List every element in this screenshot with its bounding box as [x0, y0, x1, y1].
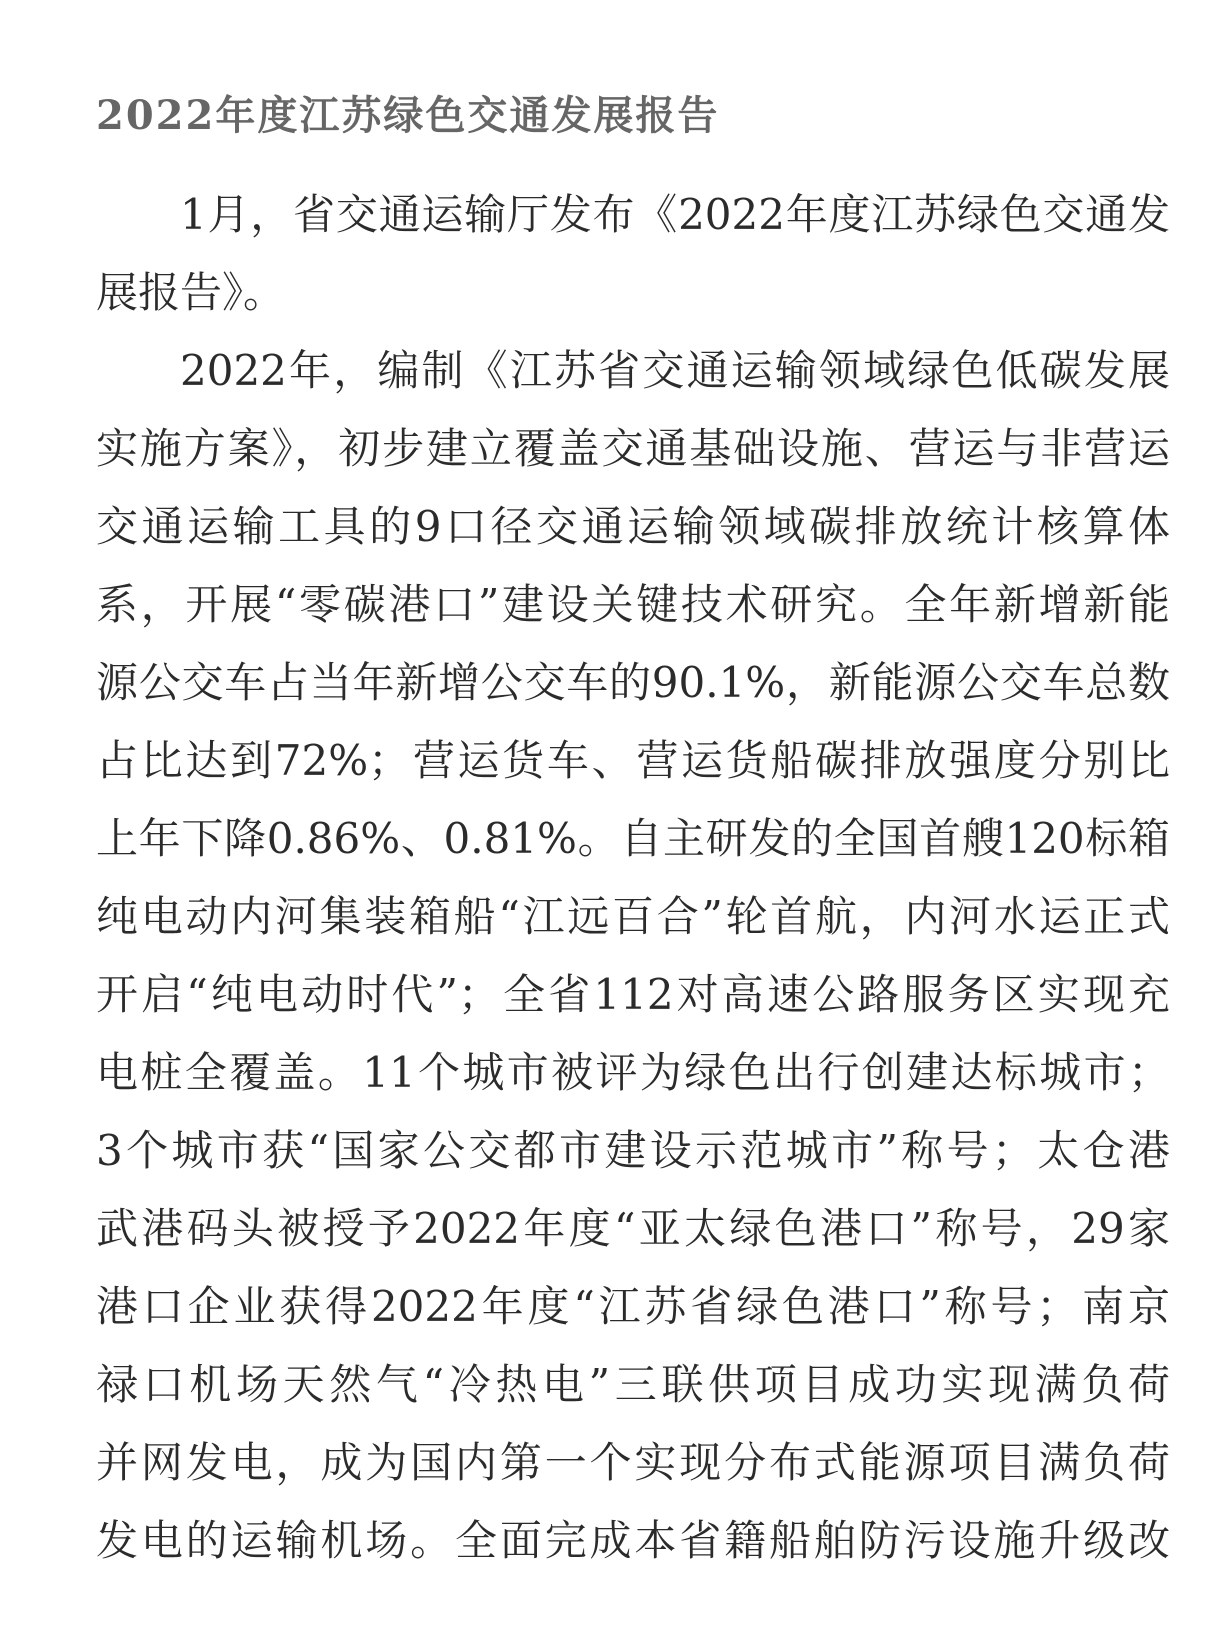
- text-line: 占比达到72%；营运货车、营运货船碳排放强度分别比: [96, 736, 1170, 785]
- text-line: 3个城市获“国家公交都市建设示范城市”称号；太仓港: [96, 1126, 1170, 1175]
- document-title: 2022年度江苏绿色交通发展报告: [96, 92, 720, 139]
- text-line: 港口企业获得2022年度“江苏省绿色港口”称号；南京: [96, 1282, 1170, 1331]
- text-line: 展报告》。: [96, 268, 286, 317]
- text-line: 系，开展“零碳港口”建设关键技术研究。全年新增新能: [96, 580, 1170, 629]
- text-line: 纯电动内河集装箱船“江远百合”轮首航，内河水运正式: [96, 892, 1170, 941]
- text-line: 1月，省交通运输厅发布《2022年度江苏绿色交通发: [180, 190, 1170, 239]
- text-line: 电桩全覆盖。11个城市被评为绿色出行创建达标城市；: [96, 1048, 1170, 1097]
- text-line: 交通运输工具的9口径交通运输领域碳排放统计核算体: [96, 502, 1170, 551]
- text-line: 禄口机场天然气“冷热电”三联供项目成功实现满负荷: [96, 1360, 1170, 1409]
- text-line: 发电的运输机场。全面完成本省籍船舶防污设施升级改: [96, 1516, 1170, 1565]
- text-line: 并网发电，成为国内第一个实现分布式能源项目满负荷: [96, 1438, 1170, 1487]
- text-line: 源公交车占当年新增公交车的90.1%，新能源公交车总数: [96, 658, 1170, 707]
- text-line: 实施方案》，初步建立覆盖交通基础设施、营运与非营运: [96, 424, 1170, 473]
- paragraph-summary: [96, 332, 1170, 1580]
- paragraph-announcement: [96, 176, 1170, 332]
- text-line: 武港码头被授予2022年度“亚太绿色港口”称号，29家: [96, 1204, 1170, 1253]
- text-line: 上年下降0.86%、0.81%。自主研发的全国首艘120标箱: [96, 814, 1170, 863]
- text-line: 2022年，编制《江苏省交通运输领域绿色低碳发展: [180, 346, 1170, 395]
- text-line: 开启“纯电动时代”；全省112对高速公路服务区实现充: [96, 970, 1170, 1019]
